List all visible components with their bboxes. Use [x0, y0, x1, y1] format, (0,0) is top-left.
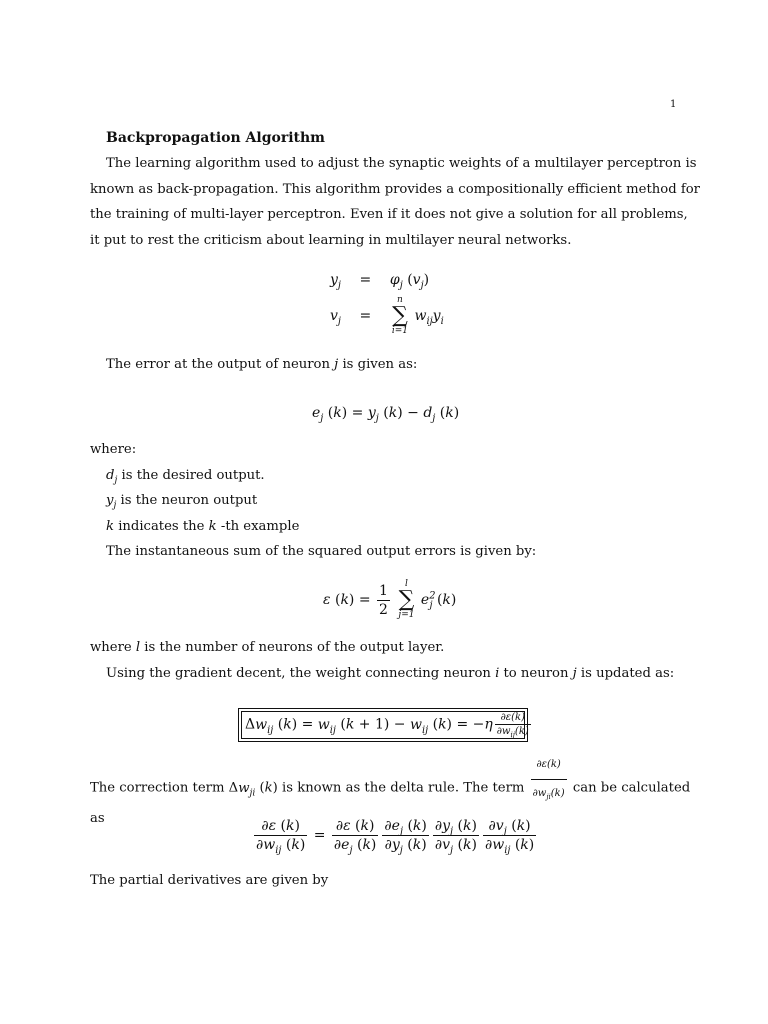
definition-item: k indicates the k -th example: [106, 518, 300, 534]
where-label: where:: [90, 442, 137, 457]
section-title: Backpropagation Algorithm: [106, 130, 325, 146]
error-intro: The error at the output of neuron j is given as:: [106, 357, 418, 372]
equation-energy: ε (k) = $\frac{1}{2}$ l ∑ j=1 $e^2_j$ (k): [323, 579, 457, 620]
page-number: 1: [670, 99, 677, 110]
intro-line: the training of multi-layer perceptron. Even if it does not give a solution for all problems,: [90, 207, 688, 223]
intro-paragraph: [90, 151, 700, 253]
intro-line: it put to rest the criticism about learning in multilayer neural networks.: [90, 232, 572, 248]
equation-error: $e_j$ $(k) = y_j$ $(k) - d_j$ (k): [312, 405, 460, 424]
intro-line: The learning algorithm used to adjust the synaptic weights of a multilayer perceptron is: [106, 156, 697, 171]
definitions-block: [90, 437, 680, 565]
partials-paragraph: [90, 868, 680, 894]
layer-and-gradient: where l is the number of neurons of the output layer. Using the gradient decent, the weight connecting neuron i to neuron j is updated as:: [90, 640, 675, 681]
intro-line: known as back-propagation. This algorithm provides a compositionally efficient method for: [90, 181, 700, 197]
definition-item: $y_j$ is the neuron output: [106, 493, 258, 511]
equation-update-rule: $\Delta w_{ij}$ $(k) = w_{ij}$ $(k + 1) - w_{ij}$ (k) = −η $\frac{\partial\varepsilon(k)}{\partial w_{ij}(k)}$: [245, 712, 529, 739]
sum-sentence: The instantaneous sum of the squared output errors is given by:: [106, 544, 537, 560]
partials-sentence: The partial derivatives are given by: [90, 873, 329, 888]
definition-item: $d_j$ is the desired output.: [106, 467, 265, 486]
equation-output: $y_j = \varphi_j$ $(v_j)$: [330, 272, 430, 291]
as-word: as: [90, 811, 105, 827]
equation-activation: $v_j$ = n ∑ i=1 $w_{ij}y_i$: [330, 295, 444, 336]
correction-paragraph: The correction term $\Delta w_{ji}$ (k) is known as the delta rule. The term $\frac{\partial\varepsilon(k)}{\partial w_{ji}(k)}$ can be calculated as: [90, 752, 680, 832]
equation-chain-rule: $\frac{\partial\varepsilon (k)}{\partial w_{ij} (k)}$ = $\frac{\partial\varepsilon (k)}{\partial e_j (k)}$ $\frac{\partial e_j (k)}{\partial y_j (k)}$ $\frac{\partial y_j (k)}{\partial v_j (k)}$ $\frac{\partial v_j (k)}{\partial w_{ij} (k)}$: [256, 818, 535, 856]
